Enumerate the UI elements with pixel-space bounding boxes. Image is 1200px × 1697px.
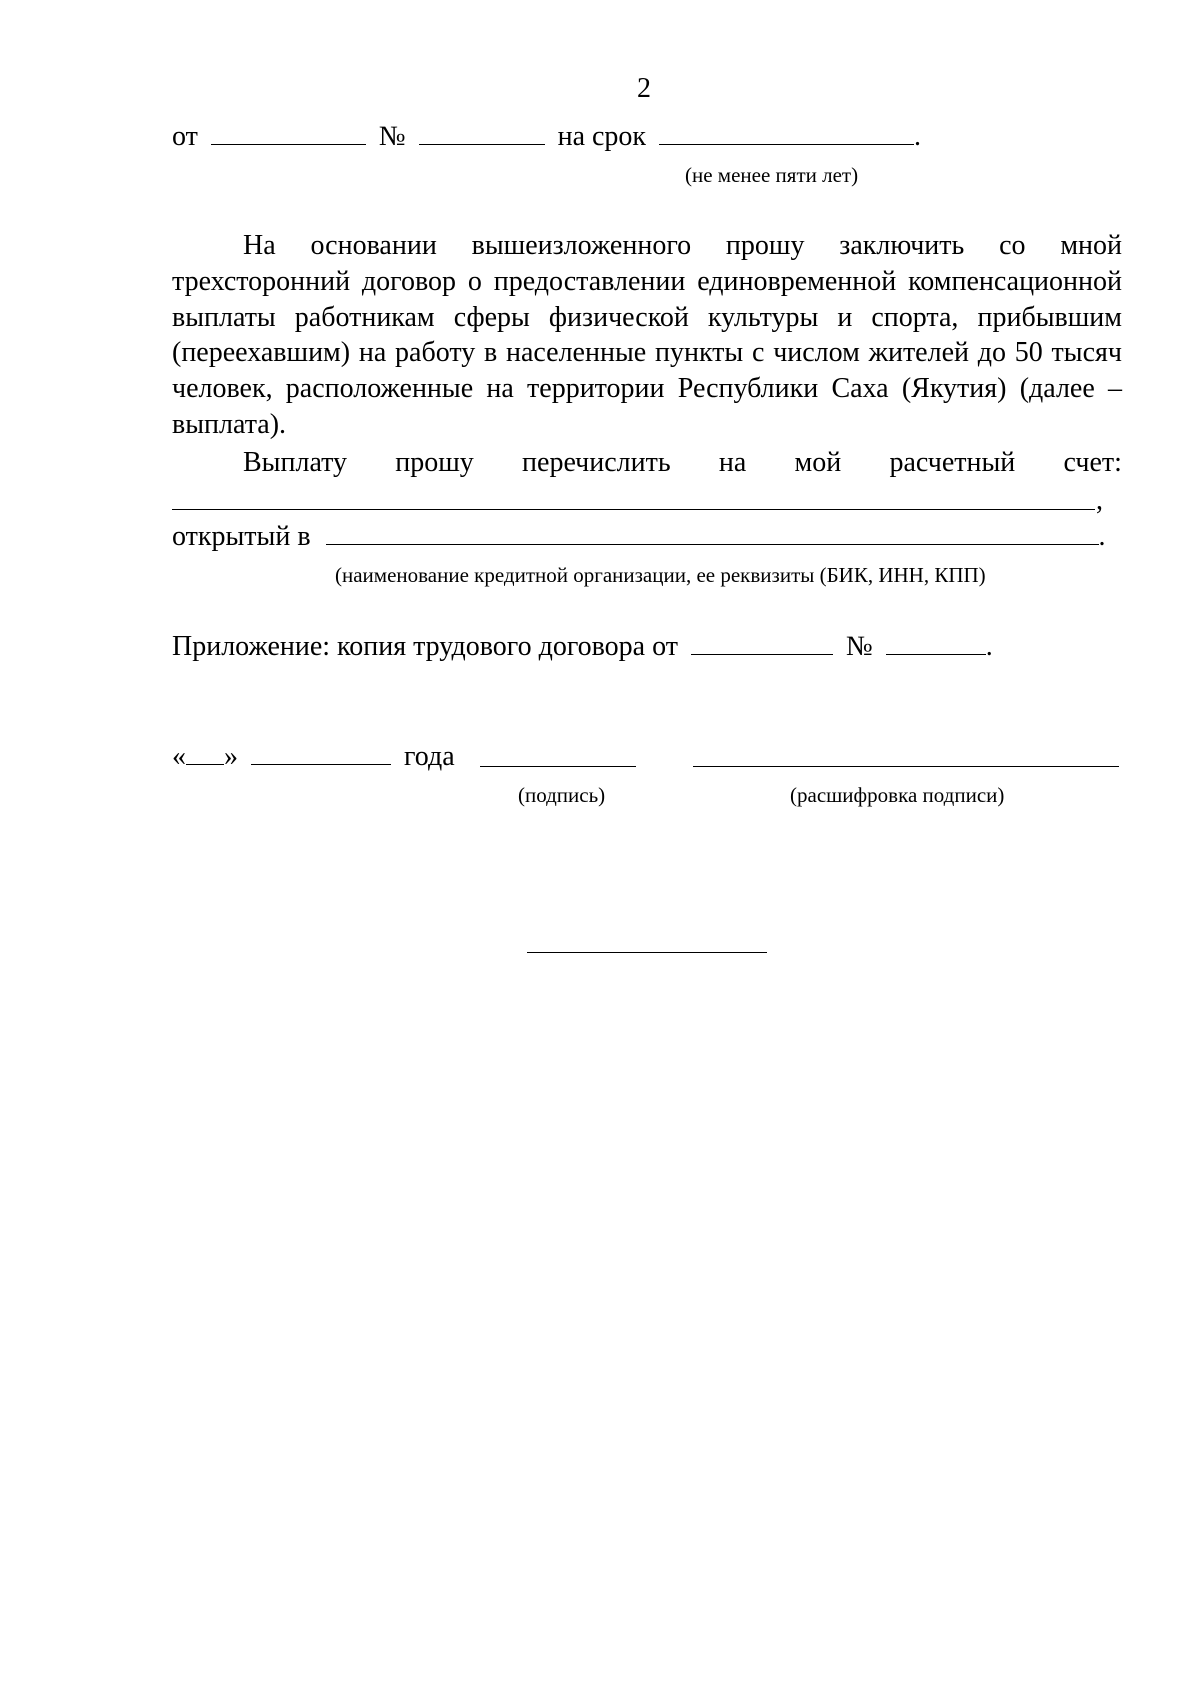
term-label: на срок xyxy=(557,121,647,152)
appendix-text: Приложение: копия трудового договора от xyxy=(172,631,678,662)
appendix-line xyxy=(172,628,993,664)
quote-open: « xyxy=(172,741,186,772)
request-paragraph-text: На основании вышеизложенного прошу заключить со мной трехсторонний договор о предоставлении единовременной компенсационной выплаты работникам сферы физической культуры и спорта, прибывшим (переехавшим) на работу в населенные пункты с числом жителей до 50 тысяч человек, расположенные на территории Республики Саха (Якутия) (далее – выплата). xyxy=(172,230,1122,440)
term-hint: (не менее пяти лет) xyxy=(685,163,859,187)
signature-decode-hint: (расшифровка подписи) xyxy=(790,783,1005,807)
page-number: 2 xyxy=(637,73,651,104)
payment-word: счет: xyxy=(1063,447,1122,478)
line-end-dot: . xyxy=(914,121,922,152)
signature-decode-blank[interactable] xyxy=(693,766,1119,767)
payment-word: мой xyxy=(794,447,842,478)
term-blank[interactable] xyxy=(659,118,914,145)
from-label: от xyxy=(172,121,198,152)
quote-close: » xyxy=(224,741,238,772)
account-comma: , xyxy=(1096,485,1103,516)
opened-in-line xyxy=(172,518,1106,554)
opened-label: открытый в xyxy=(172,521,311,552)
appendix-number-blank[interactable] xyxy=(886,628,986,655)
number-blank[interactable] xyxy=(419,118,545,145)
closing-separator xyxy=(527,952,767,953)
request-paragraph xyxy=(172,228,1122,443)
number-label: № xyxy=(378,121,406,152)
payment-word: на xyxy=(718,447,747,478)
day-blank[interactable] xyxy=(186,738,224,765)
contract-line xyxy=(172,118,921,154)
bank-hint: (наименование кредитной организации, ее реквизиты (БИК, ИНН, КПП) xyxy=(335,563,986,587)
payment-line xyxy=(172,445,1122,480)
month-blank[interactable] xyxy=(251,738,391,765)
opened-dot: . xyxy=(1098,521,1106,552)
signature-blank[interactable] xyxy=(480,766,636,767)
appendix-dot: . xyxy=(985,631,993,662)
year-label: года xyxy=(404,741,455,772)
signature-date-line xyxy=(172,738,455,774)
account-number-blank[interactable] xyxy=(172,509,1095,510)
payment-word: перечислить xyxy=(522,447,671,478)
payment-word: Выплату xyxy=(243,447,348,478)
payment-word: прошу xyxy=(395,447,474,478)
payment-word: расчетный xyxy=(889,447,1016,478)
bank-blank[interactable] xyxy=(326,518,1099,545)
appendix-date-blank[interactable] xyxy=(691,628,833,655)
appendix-number-label: № xyxy=(845,631,873,662)
date-blank[interactable] xyxy=(211,118,366,145)
signature-hint: (подпись) xyxy=(518,783,606,807)
